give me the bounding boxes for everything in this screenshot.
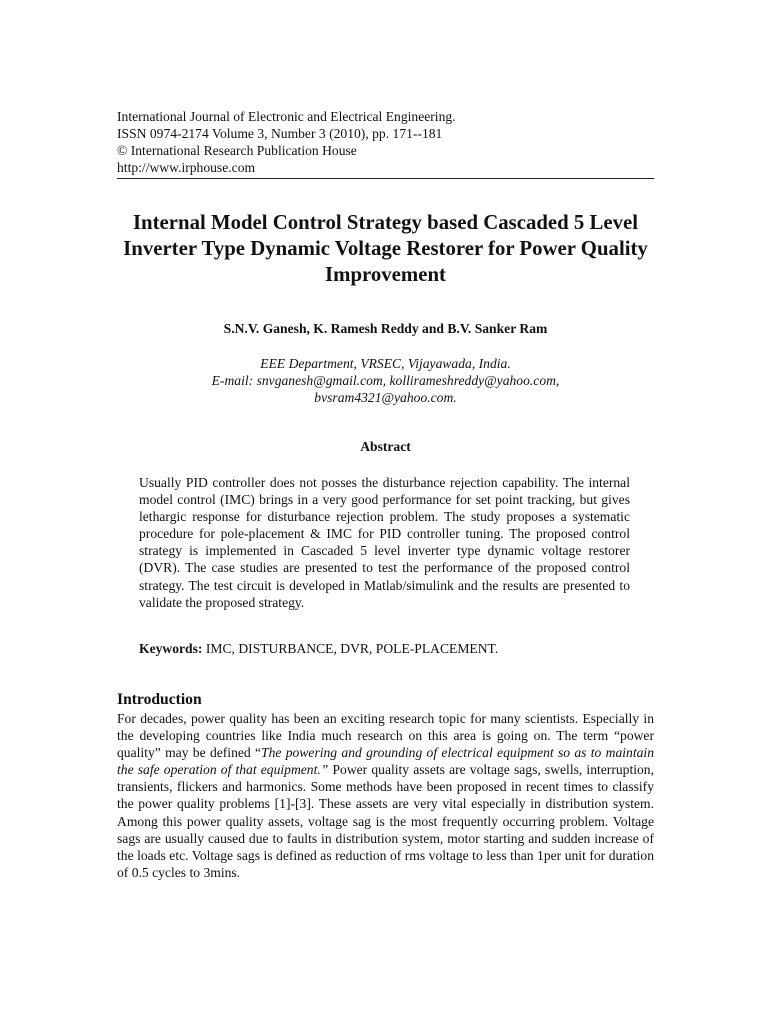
- introduction-quote: The powering and grounding of electrical equipment so as to maintain the safe operation of that equipment.”: [117, 745, 654, 778]
- journal-url[interactable]: http://www.irphouse.com: [117, 160, 256, 175]
- abstract-text: Usually PID controller does not posses the disturbance rejection capability. The internal model control (IMC) brings in a very good performance for set point tracking, but gives lethargic response for disturbance rejection problem. The study proposes a systematic procedure for pole-placement & IMC for PID controller tuning. The proposed control strategy is implemented in Cascaded 5 level inverter type dynamic voltage restorer (DVR). The case studies are presented to test the performance of the proposed control strategy. The test circuit is developed in Matlab/simulink and the results are presented to validate the proposed strategy.: [139, 475, 630, 610]
- journal-issn: ISSN 0974-2174 Volume 3, Number 3 (2010), pp. 171--181: [117, 126, 443, 141]
- author-affiliation: [117, 355, 654, 406]
- introduction-heading: Introduction: [117, 691, 202, 708]
- paper-title: Internal Model Control Strategy based Cascaded 5 Level Inverter Type Dynamic Voltage Restorer for Power Quality Improvement: [123, 211, 648, 286]
- header-divider: [117, 178, 654, 179]
- journal-header: [117, 108, 657, 176]
- keywords-text: IMC, DISTURBANCE, DVR, POLE-PLACEMENT.: [202, 641, 499, 656]
- paper-authors: S.N.V. Ganesh, K. Ramesh Reddy and B.V. Sanker Ram: [223, 321, 548, 336]
- affiliation-email-extra: bvsram4321@yahoo.com.: [314, 390, 457, 405]
- keywords-line: [139, 640, 630, 657]
- introduction-part2: Power quality assets are voltage sags, swells, interruption, transients, flickers and harmonics. Some methods have been proposed in recent times to classify the power quality problems [1]-[3]. These assets are very vital especially in distribution system. Among this power quality assets, voltage sag is the most frequently occurring problem. Voltage sags are usually caused due to faults in distribution system, motor starting and sudden increase of the loads etc. Voltage sags is defined as reduction of rms voltage to less than 1per unit for duration of 0.5 cycles to 3mins.: [117, 762, 654, 880]
- keywords-label: Keywords:: [139, 641, 203, 656]
- introduction-part1: For decades, power quality has been an exciting research topic for many scientists. Especially in the developing countries like India much research on this area is going on. The term “power quality” may be defined “: [117, 711, 654, 761]
- abstract-heading: Abstract: [360, 439, 411, 454]
- affiliation-emails: E-mail: snvganesh@gmail.com, kollirameshreddy@yahoo.com,: [211, 373, 560, 388]
- journal-name: International Journal of Electronic and Electrical Engineering.: [117, 109, 456, 124]
- affiliation-department: EEE Department, VRSEC, Vijayawada, India.: [260, 356, 511, 371]
- journal-publisher: © International Research Publication House: [117, 143, 357, 158]
- introduction-text: [117, 710, 654, 881]
